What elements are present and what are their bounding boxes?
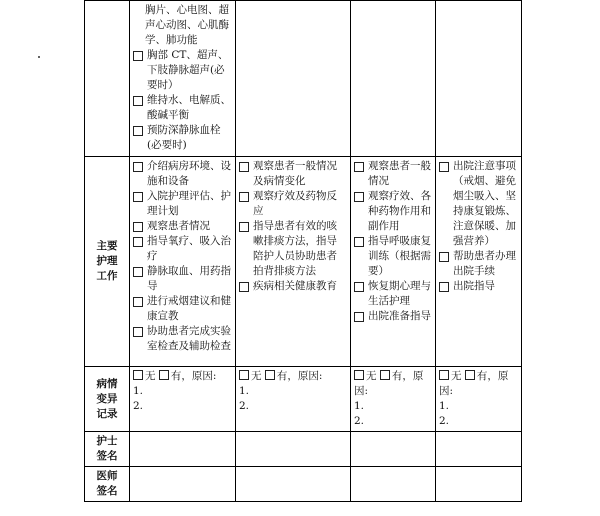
checklist-item[interactable]: 指导患者有效的咳嗽排痰方法，指导陪护人员协助患者拍背排痰方法 bbox=[239, 219, 347, 279]
checkbox[interactable] bbox=[133, 237, 143, 247]
checkbox-none[interactable] bbox=[133, 370, 143, 380]
checkbox[interactable] bbox=[133, 96, 143, 106]
checklist-item[interactable]: 观察患者一般情况及病情变化 bbox=[239, 159, 347, 189]
checkbox[interactable] bbox=[354, 192, 364, 202]
variance-cell bbox=[130, 367, 236, 432]
checklist-item[interactable]: 帮助患者办理出院手续 bbox=[439, 249, 518, 279]
signature-field[interactable] bbox=[130, 467, 236, 502]
nursing-work-row bbox=[85, 157, 522, 367]
variance-options: 无 有，原因: bbox=[354, 370, 424, 397]
checkbox-has[interactable] bbox=[265, 370, 275, 380]
checkbox-has[interactable] bbox=[159, 370, 169, 380]
checklist-item[interactable]: 疾病相关健康教育 bbox=[239, 279, 347, 294]
checkbox-none[interactable] bbox=[239, 370, 249, 380]
checkbox[interactable] bbox=[239, 282, 249, 292]
variance-options: 无 有，原因: bbox=[133, 369, 232, 384]
checkbox[interactable] bbox=[239, 192, 249, 202]
checkbox[interactable] bbox=[133, 297, 143, 307]
nurse-signature-row bbox=[85, 432, 522, 467]
doctor-signature-label: 医师签名 bbox=[85, 467, 130, 502]
empty-cell bbox=[436, 1, 522, 157]
nursing-day1-cell bbox=[130, 157, 236, 367]
variance-line-1[interactable]: 1. bbox=[354, 400, 365, 412]
checkbox[interactable] bbox=[133, 162, 143, 172]
stray-dot-mark bbox=[38, 56, 40, 58]
variance-line-2[interactable]: 2. bbox=[133, 400, 144, 412]
checklist-item[interactable]: 入院护理评估、护理计划 bbox=[133, 189, 232, 219]
checkbox-has[interactable] bbox=[465, 370, 475, 380]
checkbox[interactable] bbox=[133, 222, 143, 232]
nursing-discharge-cell bbox=[436, 157, 522, 367]
checkbox[interactable] bbox=[354, 312, 364, 322]
checkbox[interactable] bbox=[133, 267, 143, 277]
signature-field[interactable] bbox=[351, 432, 436, 467]
variance-line-1[interactable]: 1. bbox=[133, 385, 144, 397]
nurse-signature-label: 护士签名 bbox=[85, 432, 130, 467]
checklist-item[interactable]: 进行戒烟建议和健康宣教 bbox=[133, 294, 232, 324]
exam-text-fragment: 胸片、心电图、超声心动图、心肌酶学、肺功能 bbox=[145, 4, 229, 46]
checklist-item[interactable]: 指导呼吸康复训练（根据需要） bbox=[354, 234, 432, 279]
checklist-item[interactable]: 预防深静脉血栓(必要时) bbox=[133, 123, 232, 153]
variance-line-1[interactable]: 1. bbox=[239, 385, 250, 397]
checklist-item[interactable]: 恢复期心理与生活护理 bbox=[354, 279, 432, 309]
nursing-day2-cell bbox=[236, 157, 351, 367]
checklist-item[interactable]: 出院注意事项（戒烟、避免烟尘吸入、坚持康复锻炼、注意保暖、加强营养） bbox=[439, 159, 518, 249]
variance-line-1[interactable]: 1. bbox=[439, 400, 450, 412]
checkbox[interactable] bbox=[354, 282, 364, 292]
checklist-item[interactable]: 指导氧疗、吸入治疗 bbox=[133, 234, 232, 264]
clinical-pathway-table bbox=[84, 0, 522, 502]
variance-line-2[interactable]: 2. bbox=[239, 400, 250, 412]
variance-line-2[interactable]: 2. bbox=[354, 415, 365, 427]
checklist-item[interactable]: 出院指导 bbox=[439, 279, 518, 294]
checkbox[interactable] bbox=[133, 126, 143, 136]
checklist-item[interactable]: 胸部 CT、超声、下肢静脉超声(必要时） bbox=[133, 48, 232, 93]
checklist-item[interactable]: 观察患者情况 bbox=[133, 219, 232, 234]
signature-field[interactable] bbox=[436, 467, 522, 502]
checkbox[interactable] bbox=[439, 252, 449, 262]
nursing-day3-cell bbox=[351, 157, 436, 367]
doctor-signature-row bbox=[85, 467, 522, 502]
variance-cell bbox=[236, 367, 351, 432]
checkbox-has[interactable] bbox=[380, 370, 390, 380]
checklist-item[interactable]: 观察疗效、各种药物作用和副作用 bbox=[354, 189, 432, 234]
variance-cell bbox=[436, 367, 522, 432]
checkbox[interactable] bbox=[354, 237, 364, 247]
checkbox[interactable] bbox=[239, 162, 249, 172]
checkbox[interactable] bbox=[133, 192, 143, 202]
checklist-item[interactable]: 出院准备指导 bbox=[354, 309, 432, 324]
signature-field[interactable] bbox=[351, 467, 436, 502]
variance-line-2[interactable]: 2. bbox=[439, 415, 450, 427]
checklist-item[interactable]: 介绍病房环境、设施和设备 bbox=[133, 159, 232, 189]
treatment-continuation-row bbox=[85, 1, 522, 157]
checklist-item[interactable]: 维持水、电解质、酸碱平衡 bbox=[133, 93, 232, 123]
checklist-item[interactable]: 静脉取血、用药指导 bbox=[133, 264, 232, 294]
checkbox[interactable] bbox=[133, 51, 143, 61]
checklist-item[interactable]: 观察疗效及药物反应 bbox=[239, 189, 347, 219]
checkbox[interactable] bbox=[439, 282, 449, 292]
checkbox-none[interactable] bbox=[354, 370, 364, 380]
nursing-work-label: 主要护理工作 bbox=[85, 157, 130, 367]
checkbox[interactable] bbox=[239, 222, 249, 232]
checklist-item[interactable]: 观察患者一般情况 bbox=[354, 159, 432, 189]
checkbox-none[interactable] bbox=[439, 370, 449, 380]
checkbox[interactable] bbox=[133, 327, 143, 337]
variance-options: 无 有，原因: bbox=[439, 370, 509, 397]
variance-record-row bbox=[85, 367, 522, 432]
signature-field[interactable] bbox=[130, 432, 236, 467]
checklist-item[interactable]: 协助患者完成实验室检查及辅助检查 bbox=[133, 324, 232, 354]
treatment-items-cell bbox=[130, 1, 236, 157]
variance-label: 病情变异记录 bbox=[85, 367, 130, 432]
row-label-empty bbox=[85, 1, 130, 157]
signature-field[interactable] bbox=[236, 467, 351, 502]
checkbox[interactable] bbox=[439, 162, 449, 172]
variance-options: 无 有，原因: bbox=[239, 369, 347, 384]
signature-field[interactable] bbox=[436, 432, 522, 467]
signature-field[interactable] bbox=[236, 432, 351, 467]
empty-cell bbox=[236, 1, 351, 157]
checkbox[interactable] bbox=[354, 162, 364, 172]
empty-cell bbox=[351, 1, 436, 157]
variance-cell bbox=[351, 367, 436, 432]
